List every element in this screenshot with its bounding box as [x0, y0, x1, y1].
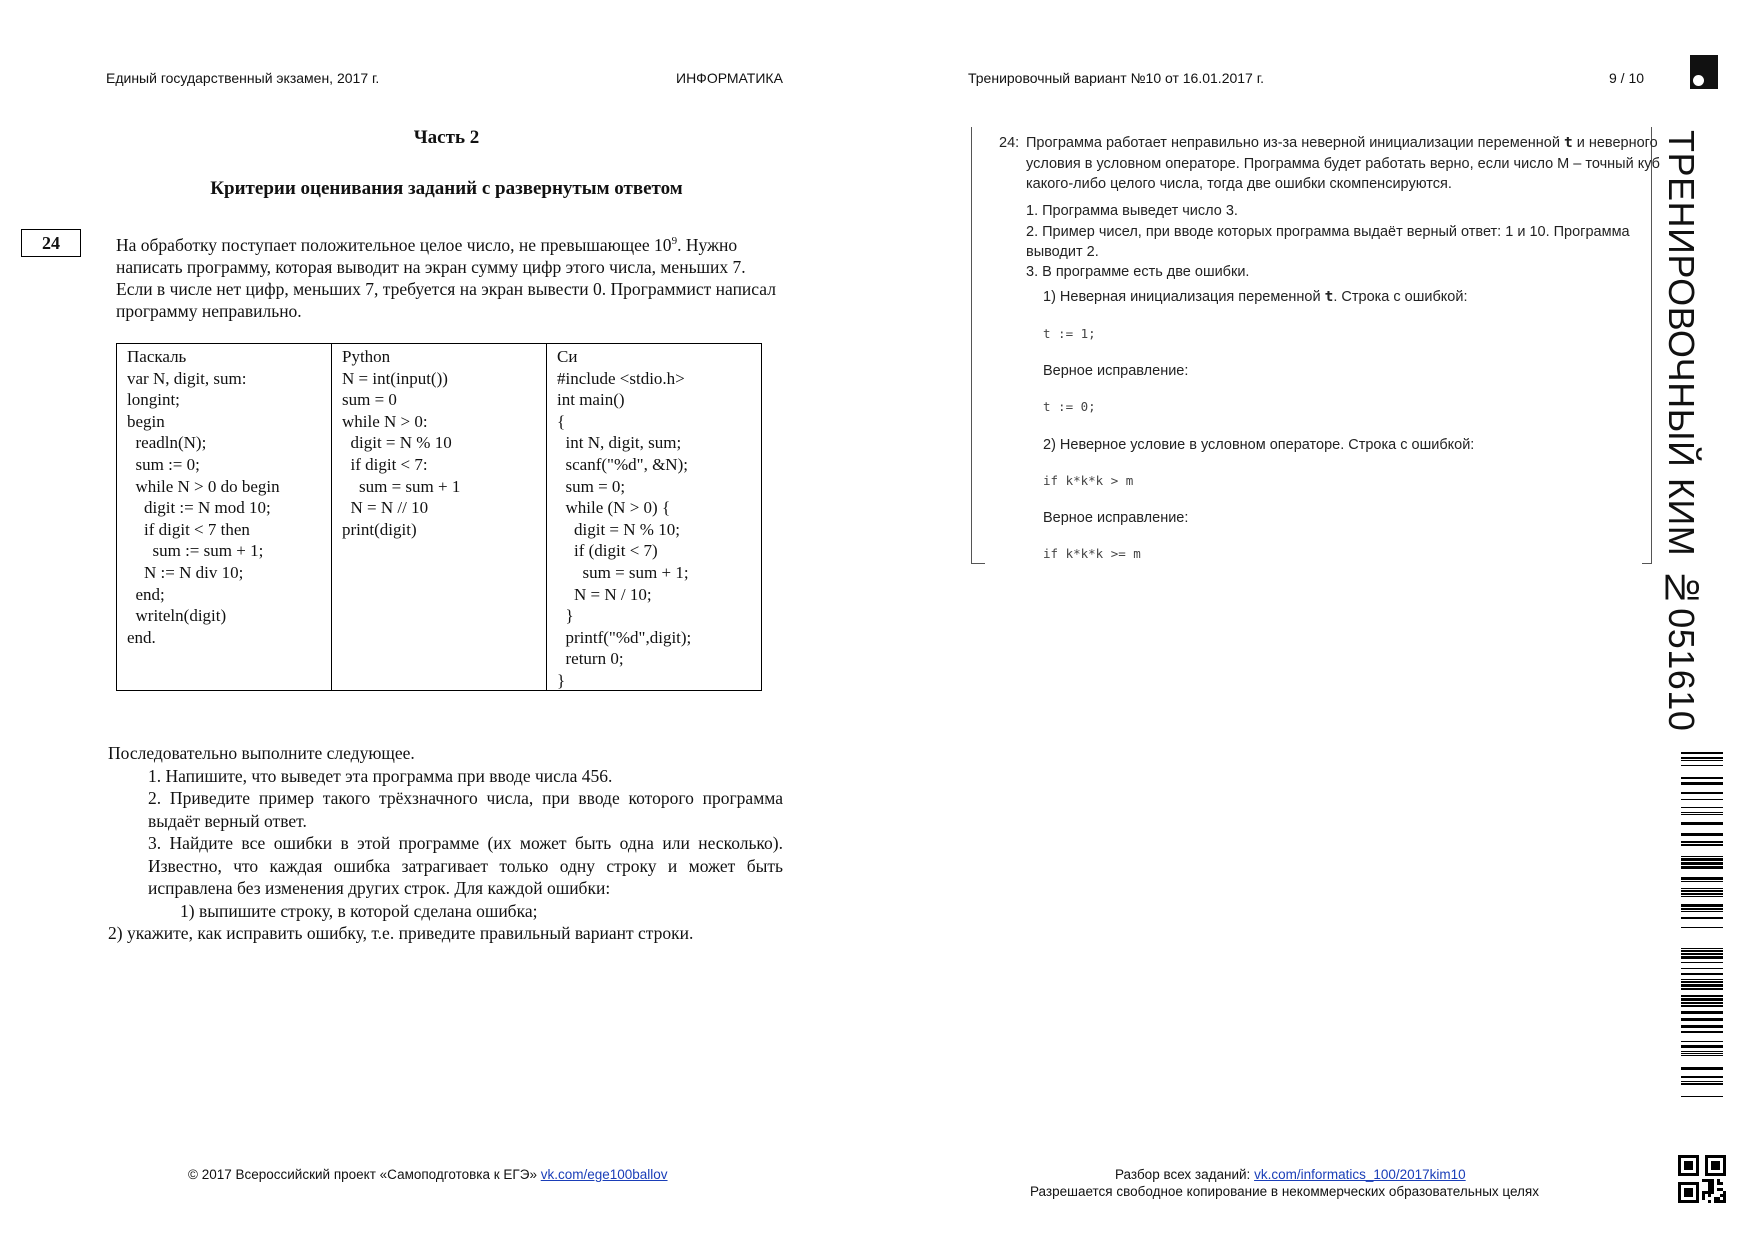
qr-finder: [1684, 1188, 1693, 1197]
answer-line-3: какого-либо целого числа, тогда две ошибки скомпенсируются.: [1026, 176, 1452, 192]
qr-module: [1723, 1197, 1726, 1200]
statement-exponent: 9: [671, 235, 678, 247]
code-c: #include <stdio.h> int main() { int N, digit, sum; scanf("%d", &N); sum = 0; while (N > 0) { digit = N % 10; if (digit < 7) sum = sum + 1; N = N / 10; } printf("%d",digit); return 0; }: [557, 368, 692, 690]
qr-code-icon: [1678, 1155, 1726, 1203]
answer-error-1-fix: t := 0;: [1043, 399, 1096, 414]
barcode-bar: [1681, 877, 1723, 880]
answer-point-1: 1. Программа выведет число 3.: [1026, 203, 1238, 219]
part-title: Часть 2: [413, 127, 480, 148]
barcode-bar: [1681, 1002, 1723, 1004]
barcode-bar: [1681, 1025, 1723, 1028]
barcode-bar: [1681, 856, 1723, 857]
barcode-bar: [1681, 765, 1723, 766]
answer-number: 24:: [999, 135, 1020, 151]
qr-module: [1711, 1182, 1714, 1185]
qr-module: [1714, 1197, 1717, 1200]
barcode-bar: [1681, 956, 1723, 959]
barcode-bar: [1681, 917, 1723, 919]
code-column-c: [546, 344, 761, 690]
barcode-bar: [1681, 1096, 1723, 1097]
barcode-bar: [1681, 890, 1723, 892]
qr-module: [1723, 1191, 1726, 1194]
barcode-bar: [1681, 782, 1723, 785]
code-column-python: [331, 344, 546, 690]
qr-module: [1702, 1179, 1705, 1182]
barcode-bar: [1681, 1055, 1723, 1056]
qr-module: [1708, 1188, 1711, 1191]
qr-module: [1708, 1200, 1711, 1203]
qr-module: [1711, 1185, 1714, 1188]
qr-module: [1720, 1194, 1723, 1197]
answer-point-3: 3. В программе есть две ошибки.: [1026, 264, 1250, 280]
answer-error-1-code: t := 1;: [1043, 326, 1096, 341]
barcode-bar: [1681, 962, 1723, 963]
answer-error-2-fix: if k*k*k >= m: [1043, 546, 1141, 561]
code-column-pascal: [117, 344, 331, 690]
code-table: [116, 343, 762, 691]
barcode-bar: [1681, 833, 1723, 836]
answer-error-1: [1043, 287, 1467, 307]
qr-module: [1723, 1200, 1726, 1203]
side-title: ТРЕНИРОВОЧНЫЙ КИМ №051610: [1661, 130, 1702, 732]
barcode-bar: [1681, 760, 1723, 761]
qr-module: [1717, 1182, 1720, 1185]
statement-text-post: . Нужно написать программу, которая выводит на экран сумму цифр этого числа, меньших 7. Если в числе нет цифр, меньших 7, требуется на экран вывести 0. Программист написал программу неправильно.: [116, 234, 776, 321]
barcode-bar: [1681, 881, 1723, 882]
criteria-title: Критерии оценивания заданий с развернутым ответом: [210, 178, 683, 199]
barcode-bar: [1681, 950, 1723, 952]
barcode-bar: [1681, 841, 1723, 843]
qr-module: [1705, 1179, 1708, 1182]
barcode-bar: [1681, 981, 1723, 983]
code-header-c: Си: [557, 347, 578, 366]
footer-license: Разрешается свободное копирование в некоммерческих образовательных целях: [1030, 1184, 1539, 1199]
barcode-bar: [1681, 896, 1723, 897]
instruction-step-2: 2. Приведите пример такого трёхзначного числа, при вводе которого программа выдаёт верный ответ.: [148, 788, 783, 831]
answer-error-2: 2) Неверное условие в условном операторе. Строка с ошибкой:: [1043, 437, 1475, 453]
barcode-bar: [1681, 968, 1723, 969]
answer-line-1: [1026, 133, 1658, 153]
barcode-bar: [1681, 1051, 1723, 1052]
barcode-bar: [1681, 995, 1723, 997]
qr-module: [1711, 1191, 1714, 1194]
barcode-bar: [1681, 792, 1723, 794]
qr-finder: [1684, 1161, 1693, 1170]
barcode-bar: [1681, 1083, 1723, 1085]
barcode-bar: [1681, 908, 1723, 910]
answer-line-1-post: и неверного: [1572, 135, 1658, 151]
footer-copyright-text: © 2017 Всероссийский проект «Самоподготовка к ЕГЭ»: [188, 1167, 541, 1182]
qr-module: [1711, 1188, 1714, 1191]
barcode-bar: [1681, 1031, 1723, 1033]
answer-box: [971, 127, 1660, 564]
barcode-bar: [1681, 1018, 1723, 1021]
barcode-bar: [1681, 862, 1723, 865]
barcode-bar: [1681, 1076, 1723, 1078]
qr-module: [1708, 1185, 1711, 1188]
code-header-pascal: Паскаль: [127, 347, 187, 366]
qr-module: [1708, 1182, 1711, 1185]
header-subject: ИНФОРМАТИКА: [676, 70, 783, 86]
footer-analysis-text: Разбор всех заданий:: [1115, 1167, 1255, 1182]
qr-module: [1708, 1179, 1711, 1182]
answer-fix-label-1: Верное исправление:: [1043, 363, 1189, 379]
code-header-python: Python: [342, 347, 391, 366]
barcode-bar: [1681, 799, 1723, 800]
barcode-bar: [1681, 1005, 1723, 1007]
answer-line-2: условия в условном операторе. Программа будет работать верно, если число M – точный куб: [1026, 156, 1660, 172]
barcode-bar: [1681, 752, 1723, 754]
barcode-bar: [1681, 822, 1723, 825]
header-variant: Тренировочный вариант №10 от 16.01.2017 г.: [968, 70, 1265, 86]
barcode-bar: [1681, 973, 1723, 975]
barcode-bar: [1681, 984, 1723, 987]
instruction-sub-1: 1) выпишите строку, в которой сделана ошибка;: [180, 900, 538, 921]
answer-error-1-pre: 1) Неверная инициализация переменной: [1043, 289, 1325, 305]
barcode-bar: [1681, 948, 1723, 949]
logo-dot: [1693, 75, 1704, 86]
qr-module: [1720, 1200, 1723, 1203]
barcode-bar: [1681, 927, 1723, 928]
barcode-bar: [1681, 1067, 1723, 1070]
qr-module: [1717, 1179, 1720, 1182]
footer-link-informatics[interactable]: vk.com/informatics_100/2017kim10: [1254, 1167, 1466, 1182]
barcode-bar: [1681, 979, 1723, 980]
barcode-bar: [1681, 814, 1723, 815]
instruction-step-1: 1. Напишите, что выведет эта программа при вводе числа 456.: [148, 765, 613, 786]
qr-module: [1717, 1188, 1720, 1191]
qr-module: [1717, 1200, 1720, 1203]
barcode-bar: [1681, 777, 1723, 779]
barcode-bar: [1681, 893, 1723, 895]
barcode-bar: [1681, 1053, 1723, 1054]
answer-error-2-code: if k*k*k > m: [1043, 473, 1134, 488]
instruction-step-3: 3. Найдите все ошибки в этой программе (их может быть одна или несколько). Известно, что каждая ошибка затрагивает только одну строку и может быть исправлена без изменения других строк. Для каждой ошибки:: [148, 833, 783, 898]
qr-finder: [1711, 1161, 1720, 1170]
qr-module: [1708, 1191, 1711, 1194]
answer-var-t: t: [1563, 135, 1573, 151]
page-number: 9 / 10: [1609, 70, 1645, 86]
barcode-bar: [1681, 858, 1723, 861]
qr-module: [1708, 1194, 1711, 1197]
code-python: N = int(input()) sum = 0 while N > 0: digit = N % 10 if digit < 7: sum = sum + 1 N = N // 10 print(digit): [342, 368, 461, 539]
barcode-bar: [1681, 1041, 1723, 1042]
barcode-bar: [1681, 1045, 1723, 1048]
barcode-bar: [1681, 1011, 1723, 1014]
footer-copyright: [188, 1167, 668, 1182]
barcode-bar: [1681, 953, 1723, 955]
barcode-bar: [1681, 998, 1723, 1001]
code-pascal: var N, digit, sum: longint; begin readln(N); sum := 0; while N > 0 do begin digit := N mod 10; if digit < 7 then sum := sum + 1; N := N div 10; end; writeln(digit) end.: [127, 368, 280, 647]
footer-analysis: [1115, 1167, 1466, 1182]
instructions: [108, 742, 783, 945]
answer-error-1-post: . Строка с ошибкой:: [1333, 289, 1468, 305]
barcode-bar: [1681, 911, 1723, 912]
qr-module: [1717, 1197, 1720, 1200]
answer-error-1-var: t: [1324, 289, 1334, 305]
header-exam-title: Единый государственный экзамен, 2017 г.: [106, 70, 380, 86]
barcode-bar: [1681, 1081, 1723, 1082]
answer-line-1-pre: Программа работает неправильно из-за неверной инициализации переменной: [1026, 135, 1564, 151]
qr-module: [1702, 1194, 1705, 1197]
qr-module: [1720, 1188, 1723, 1191]
barcode-bar: [1681, 844, 1723, 846]
qr-module: [1720, 1182, 1723, 1185]
instructions-intro: Последовательно выполните следующее.: [108, 743, 415, 763]
footer-link-ege[interactable]: vk.com/ege100ballov: [540, 1167, 668, 1182]
answer-point-2b: выводит 2.: [1026, 244, 1099, 260]
qr-module: [1714, 1200, 1717, 1203]
statement-text-pre: На обработку поступает положительное целое число, не превышающее 10: [116, 234, 672, 255]
barcode-bar: [1681, 988, 1723, 990]
barcode-bar: [1681, 757, 1723, 759]
instruction-sub-2: 2) укажите, как исправить ошибку, т.е. приведите правильный вариант строки.: [108, 923, 694, 943]
qr-module: [1705, 1191, 1708, 1194]
answer-fix-label-2: Верное исправление:: [1043, 510, 1189, 526]
task-statement: [116, 230, 776, 322]
barcode-bar: [1681, 807, 1723, 808]
barcode-bar: [1681, 866, 1723, 869]
barcode-bar: [1681, 888, 1723, 889]
task-number-box: 24: [21, 229, 81, 257]
qr-module: [1723, 1194, 1726, 1197]
answer-point-2a: 2. Пример чисел, при вводе которых программа выдаёт верный ответ: 1 и 10. Программа: [1026, 224, 1630, 240]
barcode-icon: [1681, 752, 1723, 1100]
barcode-bar: [1681, 812, 1723, 813]
qr-module: [1702, 1191, 1705, 1194]
qr-module: [1702, 1197, 1705, 1200]
barcode-bar: [1681, 904, 1723, 907]
qr-module: [1711, 1179, 1714, 1182]
